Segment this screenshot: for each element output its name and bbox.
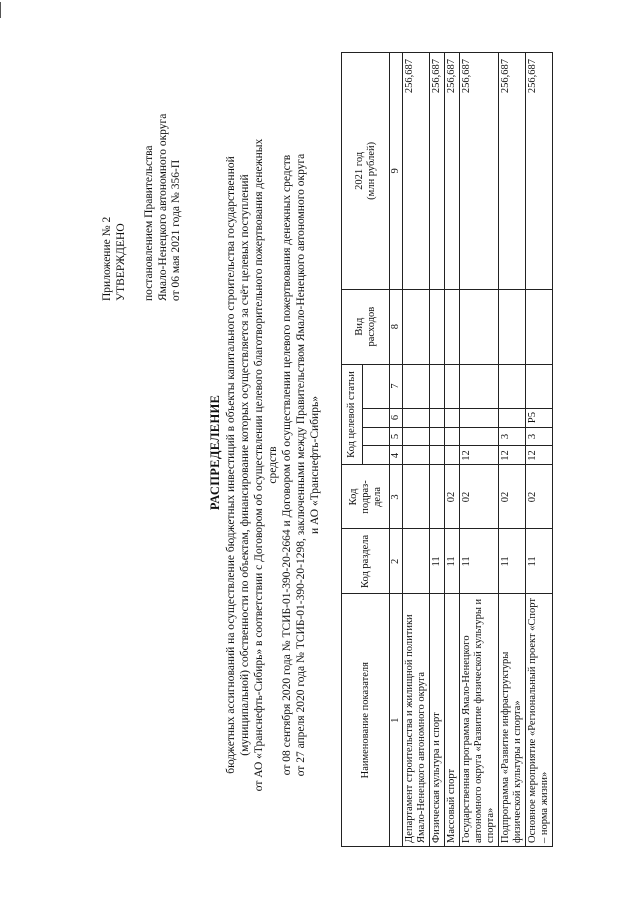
subtitle-line: (муниципальной) собственности по объектам, финансирование которых осуществляется за счёт целевых поступлений <box>239 174 251 756</box>
row-expense-type <box>499 289 526 364</box>
col-header-year: 2021 год (млн рублей) <box>342 53 390 290</box>
row-name: Департамент строительства и жилищной политики Ямало-Ненецкого автономного округа <box>403 594 430 847</box>
table-row <box>430 53 445 847</box>
row-amount: 256,687 <box>460 53 499 290</box>
column-number: 5 <box>390 427 403 446</box>
row-amount: 256,687 <box>445 53 460 290</box>
column-number: 2 <box>390 529 403 594</box>
column-number: 4 <box>390 446 403 465</box>
col-header-name: Наименование показателя <box>342 594 390 847</box>
row-target-4 <box>460 364 499 408</box>
row-name: Государственная программа Ямало-Ненецкого автономного округа «Развитие физической культуры и спорта» <box>460 594 499 847</box>
row-target-4 <box>526 364 553 408</box>
row-target-2 <box>430 427 445 446</box>
row-amount: 256,687 <box>430 53 445 290</box>
row-target-2 <box>403 427 430 446</box>
resolution-line-2: Ямало-Ненецкого автономного округа <box>156 113 169 301</box>
row-target-3 <box>499 408 526 427</box>
row-expense-type <box>460 289 499 364</box>
table-header-row <box>342 53 363 847</box>
row-target-2 <box>460 427 499 446</box>
allocation-table <box>341 52 553 847</box>
row-name: Подпрограмма «Развитие инфраструктуры физической культуры и спорта» <box>499 594 526 847</box>
row-expense-type <box>445 289 460 364</box>
resolution-line-3: от 06 мая 2021 года № 356-П <box>170 159 182 301</box>
appendix-label: Приложение № 2 <box>101 216 113 301</box>
row-expense-type <box>430 289 445 364</box>
row-name: Физическая культура и спорт <box>430 594 445 847</box>
row-subsection: 02 <box>499 465 526 529</box>
column-number: 9 <box>390 53 403 290</box>
row-target-3 <box>460 408 499 427</box>
row-subsection: 02 <box>526 465 553 529</box>
row-name: Основное мероприятие «Региональный проект «Спорт – норма жизни» <box>526 594 553 847</box>
row-target-4 <box>499 364 526 408</box>
row-section: 11 <box>430 529 445 594</box>
column-numbering-row <box>390 53 403 847</box>
row-target-1 <box>403 446 430 465</box>
col-header-section: Код раздела <box>342 529 390 594</box>
resolution-line-1: постановлением Правительства <box>143 145 155 301</box>
row-target-2: 3 <box>526 427 553 446</box>
row-expense-type <box>526 289 553 364</box>
row-expense-type <box>403 289 430 364</box>
row-amount: 256,687 <box>526 53 553 290</box>
corner-mark <box>0 2 1 18</box>
row-subsection: 02 <box>460 465 499 529</box>
row-section: 11 <box>445 529 460 594</box>
row-target-1: 12 <box>526 446 553 465</box>
row-target-1 <box>445 446 460 465</box>
row-subsection <box>403 465 430 529</box>
row-target-3 <box>430 408 445 427</box>
column-number: 8 <box>390 289 403 364</box>
row-target-4 <box>403 364 430 408</box>
row-section: 11 <box>460 529 499 594</box>
row-target-2 <box>445 427 460 446</box>
col-header-expense-type: Вид расходов <box>342 289 390 364</box>
subtitle-line: и АО «Транснефть-Сибирь» <box>309 396 321 534</box>
row-target-1 <box>430 446 445 465</box>
row-section <box>403 529 430 594</box>
column-number: 1 <box>390 594 403 847</box>
col-header-subsection: Код подраз- дела <box>342 465 390 529</box>
approved-label: УТВЕРЖДЕНО <box>114 223 127 301</box>
table-row <box>445 53 460 847</box>
col-header-target: Код целевой статьи <box>342 364 363 465</box>
column-number: 7 <box>390 364 403 408</box>
subtitle-line: от 08 сентября 2020 года № ТСИБ-01-390-20-2664 и Договором об осуществлении целевого пожертвования денежных средств <box>281 154 293 776</box>
row-amount: 256,687 <box>403 53 430 290</box>
row-section: 11 <box>526 529 553 594</box>
table-row <box>526 53 553 847</box>
row-subsection: 02 <box>445 465 460 529</box>
approval-header <box>101 61 184 301</box>
column-number: 6 <box>390 408 403 427</box>
row-target-4 <box>430 364 445 408</box>
row-name: Массовый спорт <box>445 594 460 847</box>
table-row <box>460 53 499 847</box>
row-target-4 <box>445 364 460 408</box>
row-target-3 <box>403 408 430 427</box>
column-number: 3 <box>390 465 403 529</box>
table-row <box>403 53 430 847</box>
subtitle-line: от АО «Транснефть-Сибирь» в соответствии с Договором об осуществлении целевого благотворительного пожертвования денежных средств <box>253 138 279 792</box>
row-target-1: 12 <box>460 446 499 465</box>
subtitle-line: от 27 апреля 2020 года № ТСИБ-01-390-20-1298, заключенными между Правительством Ямало-Ненецкого автономного округа <box>295 153 307 777</box>
row-target-3 <box>445 408 460 427</box>
row-target-2: 3 <box>499 427 526 446</box>
row-subsection <box>430 465 445 529</box>
row-target-3: P5 <box>526 408 553 427</box>
document-subtitle <box>224 125 322 805</box>
row-section: 11 <box>499 529 526 594</box>
subtitle-line: бюджетных ассигнований на осуществление бюджетных инвестиций в объекты капитального строительства государственной <box>225 156 237 774</box>
row-amount: 256,687 <box>499 53 526 290</box>
table-row <box>499 53 526 847</box>
document-title: РАСПРЕДЕЛЕНИЕ <box>208 394 222 511</box>
row-target-1: 12 <box>499 446 526 465</box>
